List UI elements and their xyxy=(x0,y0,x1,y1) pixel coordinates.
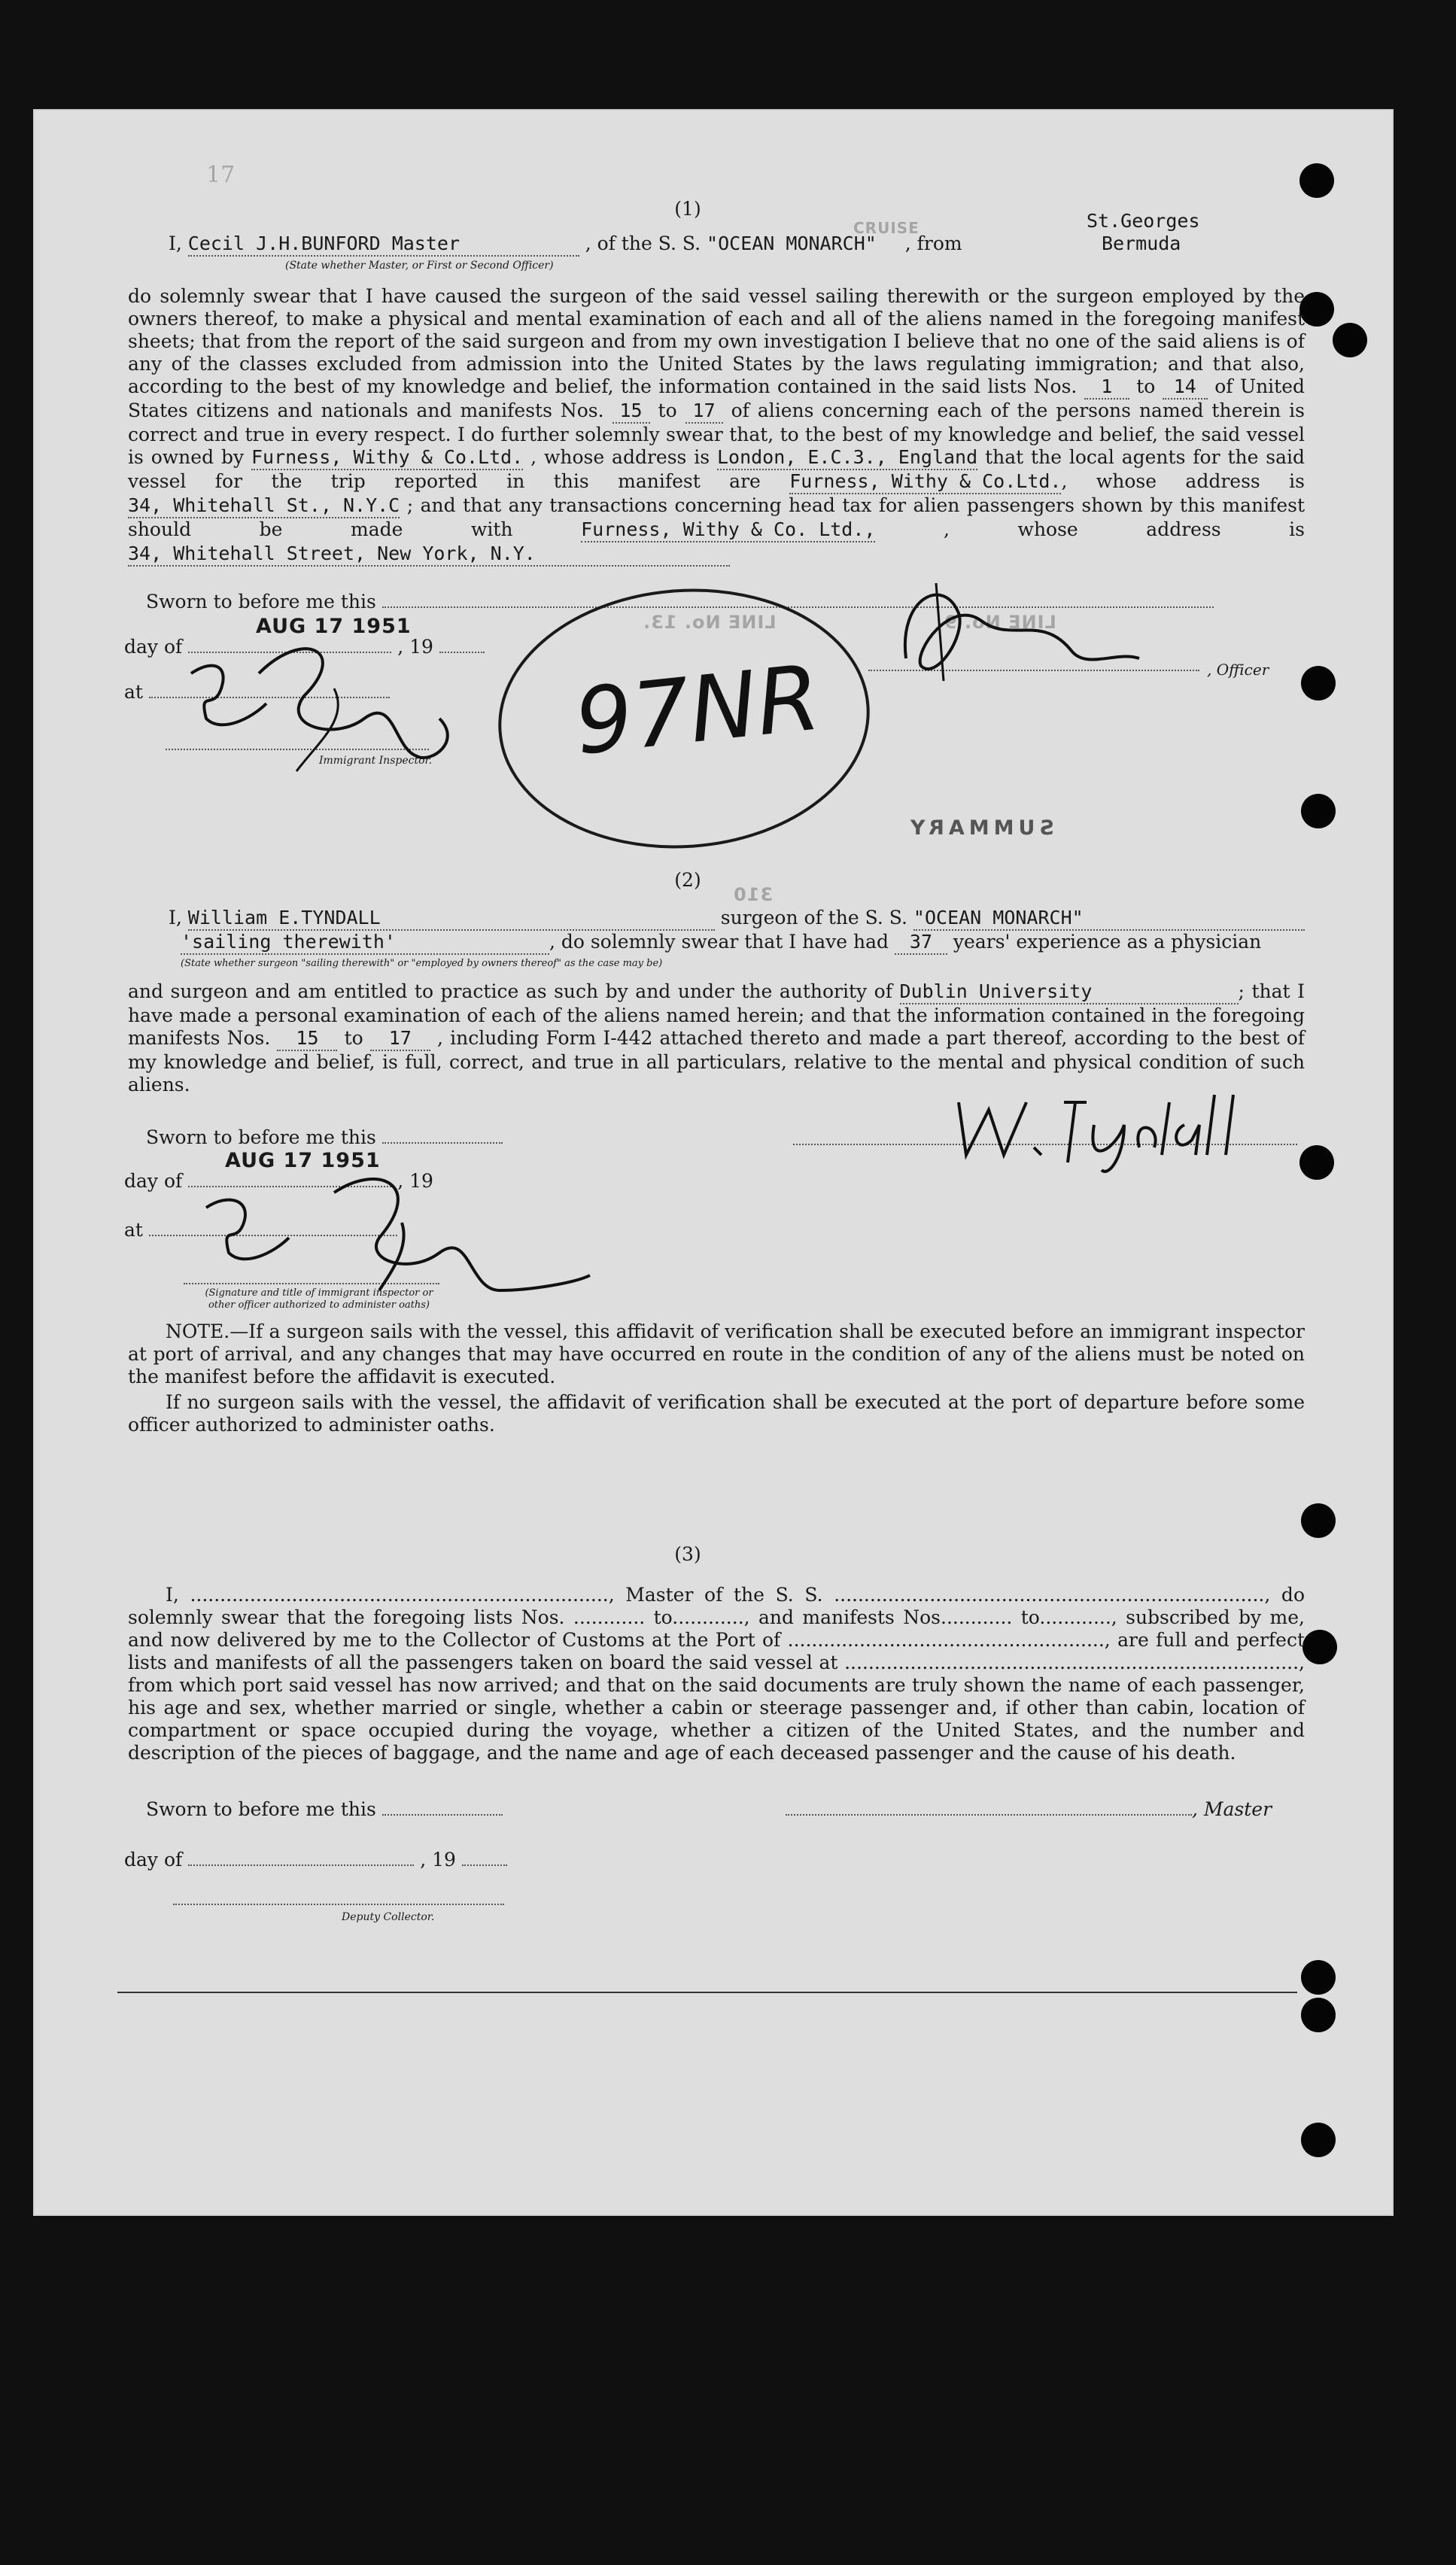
inspector-label: Immigrant Inspector. xyxy=(319,755,433,767)
inspector-line-1 xyxy=(166,749,429,750)
inspector-line-2 xyxy=(184,1283,439,1284)
circle-note-text: 97NR xyxy=(570,646,825,776)
owner: Furness, Withy & Co.Ltd. xyxy=(251,446,523,470)
text4: that the local agents for the said vessel for the trip reported in this manifest are xyxy=(128,446,1306,492)
text3: of aliens concerning each of the persons named therein is correct and true in every respect. I do further solemnly swear that, to the best of my knowledge and belief, the said vessel is owned by xyxy=(128,400,1305,468)
sworn-line-3 xyxy=(146,1798,503,1821)
day-of-label-2: day of xyxy=(124,1170,183,1192)
form-page xyxy=(33,109,1394,2216)
section-3-number: (3) xyxy=(674,1543,701,1565)
surgeon-name: William E.TYNDALL xyxy=(188,907,715,931)
at-fill-2 xyxy=(149,1235,397,1236)
at-line-2 xyxy=(124,1219,397,1241)
bleed-text: LINE No. 13. xyxy=(643,612,777,633)
surgeon-line xyxy=(169,907,1305,931)
year-fill xyxy=(439,652,485,653)
authority: Dublin University xyxy=(900,980,1239,1004)
deputy-line xyxy=(173,1904,504,1905)
pronoun-i: I, xyxy=(169,907,182,928)
master-label-3: , Master xyxy=(1192,1798,1272,1820)
surgeon-sig-line xyxy=(793,1144,1297,1145)
text5: ; and that any transactions concerning head tax for alien passengers shown by this manifest should be made with xyxy=(128,494,1306,540)
sworn-label-3: Sworn to before me this xyxy=(146,1798,376,1820)
owner-address: London, E.C.3., England xyxy=(717,446,977,470)
master-sig-line-3 xyxy=(786,1798,1272,1821)
day-fill xyxy=(188,652,391,653)
at-fill xyxy=(149,697,390,698)
years: 37 xyxy=(895,931,947,955)
section-3-body: I, ......................................................................, Master of the S. S. ........................................................................, do solemnly swear that the foregoing lists Nos. ............ to............, and manifests Nos............ to............, subscribed by me, and now delivered by me to the Collector of Customs at the Port of ....................................................., are full and perfect lists and manifests of all the passengers taken on board the said vessel at ............................................................................, from which port said vessel has now arrived; and that on the said documents are truly shown the name of each passenger, his age and sex, whether married or single, whether a cabin or steerage passenger and, if other than cabin, location of compartment or space occupied during the voyage, whether a citizen of the United States, and the number and description of the pieces of baggage, and the name and age of each deceased passenger and the cause of his death. xyxy=(128,1584,1305,1764)
manifests-from: 15 xyxy=(612,400,650,424)
sworn-fill-3 xyxy=(382,1814,503,1816)
punch-hole xyxy=(1301,666,1336,701)
tax-agent: Furness, Withy & Co. Ltd., xyxy=(581,518,875,542)
punch-hole xyxy=(1299,1145,1334,1180)
bottom-rule xyxy=(117,1992,1297,1993)
corner-page-number: 17 xyxy=(206,162,236,188)
from-port-line1: St.Georges xyxy=(1087,210,1200,232)
at-label: at xyxy=(124,681,143,703)
ship-name: "OCEAN MONARCH" xyxy=(707,232,877,254)
sworn-fill xyxy=(382,606,1214,608)
manifests-to-2: 17 xyxy=(370,1027,430,1051)
surgeon-state-note: (State whether surgeon "sailing therewith" or "employed by owners thereof" as the case may be) xyxy=(181,958,663,969)
summary-stamp: SUMMARY xyxy=(906,816,1054,840)
day-fill-3 xyxy=(188,1864,414,1866)
sig-note: (Signature and title of immigrant inspector or other officer authorized to administer oaths) xyxy=(205,1287,433,1311)
master-name: Cecil J.H.BUNFORD Master xyxy=(188,232,579,257)
year-prefix: , 19 xyxy=(397,636,433,658)
note-paragraph xyxy=(128,1320,1305,1388)
punch-hole xyxy=(1301,1503,1336,1538)
pronoun-i: I, xyxy=(169,232,182,254)
sworn-line-1 xyxy=(146,591,1297,613)
surgeon-ship: "OCEAN MONARCH" xyxy=(913,907,1305,931)
sailing-line xyxy=(181,931,1305,955)
section-2-number: (2) xyxy=(674,869,701,891)
officer-label: , Officer xyxy=(1207,661,1269,679)
at-line-1 xyxy=(124,681,390,704)
day-of-label: day of xyxy=(124,636,183,658)
day-fill-2 xyxy=(188,1186,391,1187)
tax-address: 34, Whitehall Street, New York, N.Y. xyxy=(128,542,730,567)
section-1-body: do solemnly swear that I have caused the surgeon of the said vessel sailing therewith or the surgeon employed by the owners thereof, to make a physical and mental examination of each and all of the aliens named in the foregoing manifest sheets; that from the report of the said surgeon and from my own investigation I believe that no one of the said aliens is of any of the classes excluded from admission into the United States by the laws regulating immigration; and that also, according to the best of my knowledge and belief, the information contained in the said lists Nos. 1 to 14 of United States citizens and nationals and manifests Nos. 15 to 17 of aliens concerning each of the persons named therein is correct and true in every respect. I do further solemnly swear that, to the best of my knowledge and belief, the said vessel is owned by Furness, Withy & Co.Ltd. , whose address is London, E.C.3., England that the local agents for the said vessel for the trip reported in this manifest are Furness, Withy & Co.Ltd., whose address is 34, Whitehall St., N.Y.C ; and that any transactions concerning head tax for alien passengers shown by this manifest should be made with Furness, Withy & Co. Ltd., , whose address is 34, Whitehall Street, New York, N.Y. xyxy=(128,285,1305,567)
date-stamp-2: AUG 17 1951 xyxy=(225,1149,381,1172)
sailing-therewith: 'sailing therewith' xyxy=(181,931,549,955)
note-text-2: If no surgeon sails with the vessel, the affidavit of verification shall be executed at the port of departure before some officer authorized to administer oaths. xyxy=(128,1391,1305,1436)
deputy-label: Deputy Collector. xyxy=(342,1911,435,1923)
punch-hole xyxy=(1333,323,1367,357)
sworn-label: Sworn to before me this xyxy=(146,591,376,612)
date-stamp-1: AUG 17 1951 xyxy=(256,615,412,638)
year-fill-3 xyxy=(462,1864,507,1866)
years-text: years' experience as a physician xyxy=(953,931,1262,953)
section-2-body: and surgeon and am entitled to practice as such by and under the authority of Dublin University ; that I have made a personal examination of each of the aliens named herein; and that the information contained in the foregoing manifests Nos. 15 to 17 , including Form I-442 attached thereto and made a part thereof, according to the best of my knowledge and belief, is full, correct, and true in all particulars, relative to the mental and physical condition of such aliens. xyxy=(128,980,1306,1096)
body-text-a: that I have made a personal examination of each of the aliens named herein; and that the information contained in the foregoing manifests Nos. xyxy=(128,980,1306,1049)
note-paragraph-2 xyxy=(128,1391,1305,1436)
bleed-text: LINE No. 9 xyxy=(944,612,1056,633)
officer-sig-line xyxy=(868,670,1199,671)
of-the-ss: , of the S. S. xyxy=(585,232,701,254)
punch-hole xyxy=(1299,163,1334,198)
from-port-line2: Bermuda xyxy=(1102,232,1181,254)
punch-hole xyxy=(1301,1998,1336,2032)
year-prefix-3: , 19 xyxy=(420,1849,456,1871)
note-label: NOTE. xyxy=(166,1320,230,1342)
sworn-line-2 xyxy=(146,1126,503,1149)
sworn-label-2: Sworn to before me this xyxy=(146,1126,376,1148)
cruise-stamp: CRUISE xyxy=(853,219,919,237)
master-sig-fill xyxy=(786,1814,1192,1816)
oath-text: do solemnly swear that I have caused the surgeon of the said vessel sailing therewith or the surgeon employed by the owners thereof, to make a physical and mental examination of each and all of the aliens named in the foregoing manifest sheets; that from the report of the said surgeon and from my own investigation I believe that no one of the said aliens is of any of the classes excluded from admission into the United States by the laws regulating immigration; and that also, according to the best of my knowledge and belief, the information contained in the said lists Nos. xyxy=(128,285,1305,397)
manifests-from-2: 15 xyxy=(277,1027,337,1051)
day-line-2 xyxy=(124,1170,433,1193)
at-label-2: at xyxy=(124,1219,143,1241)
punch-hole xyxy=(1301,2123,1336,2157)
manifests-to: 17 xyxy=(685,400,723,424)
day-line-3 xyxy=(124,1849,507,1871)
sworn-fill-2 xyxy=(382,1142,503,1144)
punch-hole xyxy=(1302,1630,1337,1664)
lists-from: 1 xyxy=(1084,375,1129,400)
swear-text: , do solemnly swear that I have had xyxy=(549,931,889,953)
punch-hole xyxy=(1301,1960,1336,1995)
agent-address: 34, Whitehall St., N.Y.C xyxy=(128,494,400,518)
note-text: —If a surgeon sails with the vessel, this affidavit of verification shall be executed before an immigrant inspector at port of arrival, and any changes that may have occurred en route in the condition of any of the aliens must be noted on the manifest before the affidavit is executed. xyxy=(128,1320,1305,1387)
text2: of United States citizens and nationals and manifests Nos. xyxy=(128,375,1306,421)
year-prefix-2: , 19 xyxy=(397,1170,433,1192)
day-of-label-3: day of xyxy=(124,1849,183,1871)
section-1-number: (1) xyxy=(674,198,701,220)
from-word: , from xyxy=(904,232,962,254)
surgeon-of: surgeon of the S. S. xyxy=(720,907,907,928)
agents: Furness, Withy & Co.Ltd. xyxy=(789,470,1061,494)
lists-to: 14 xyxy=(1163,375,1208,400)
day-line-1 xyxy=(124,636,485,658)
punch-hole xyxy=(1301,794,1336,828)
body-text-b: , including Form I-442 attached thereto and made a part thereof, according to the best of my knowledge and belief, is full, correct, and true in all particulars, relative to the mental and physical condition of such aliens. xyxy=(128,1027,1306,1096)
master-state-note: (State whether Master, or First or Second Officer) xyxy=(285,260,554,272)
authority-text: and surgeon and am entitled to practice as such by and under the authority of xyxy=(128,980,892,1002)
bleed-number: 310 xyxy=(733,884,774,905)
